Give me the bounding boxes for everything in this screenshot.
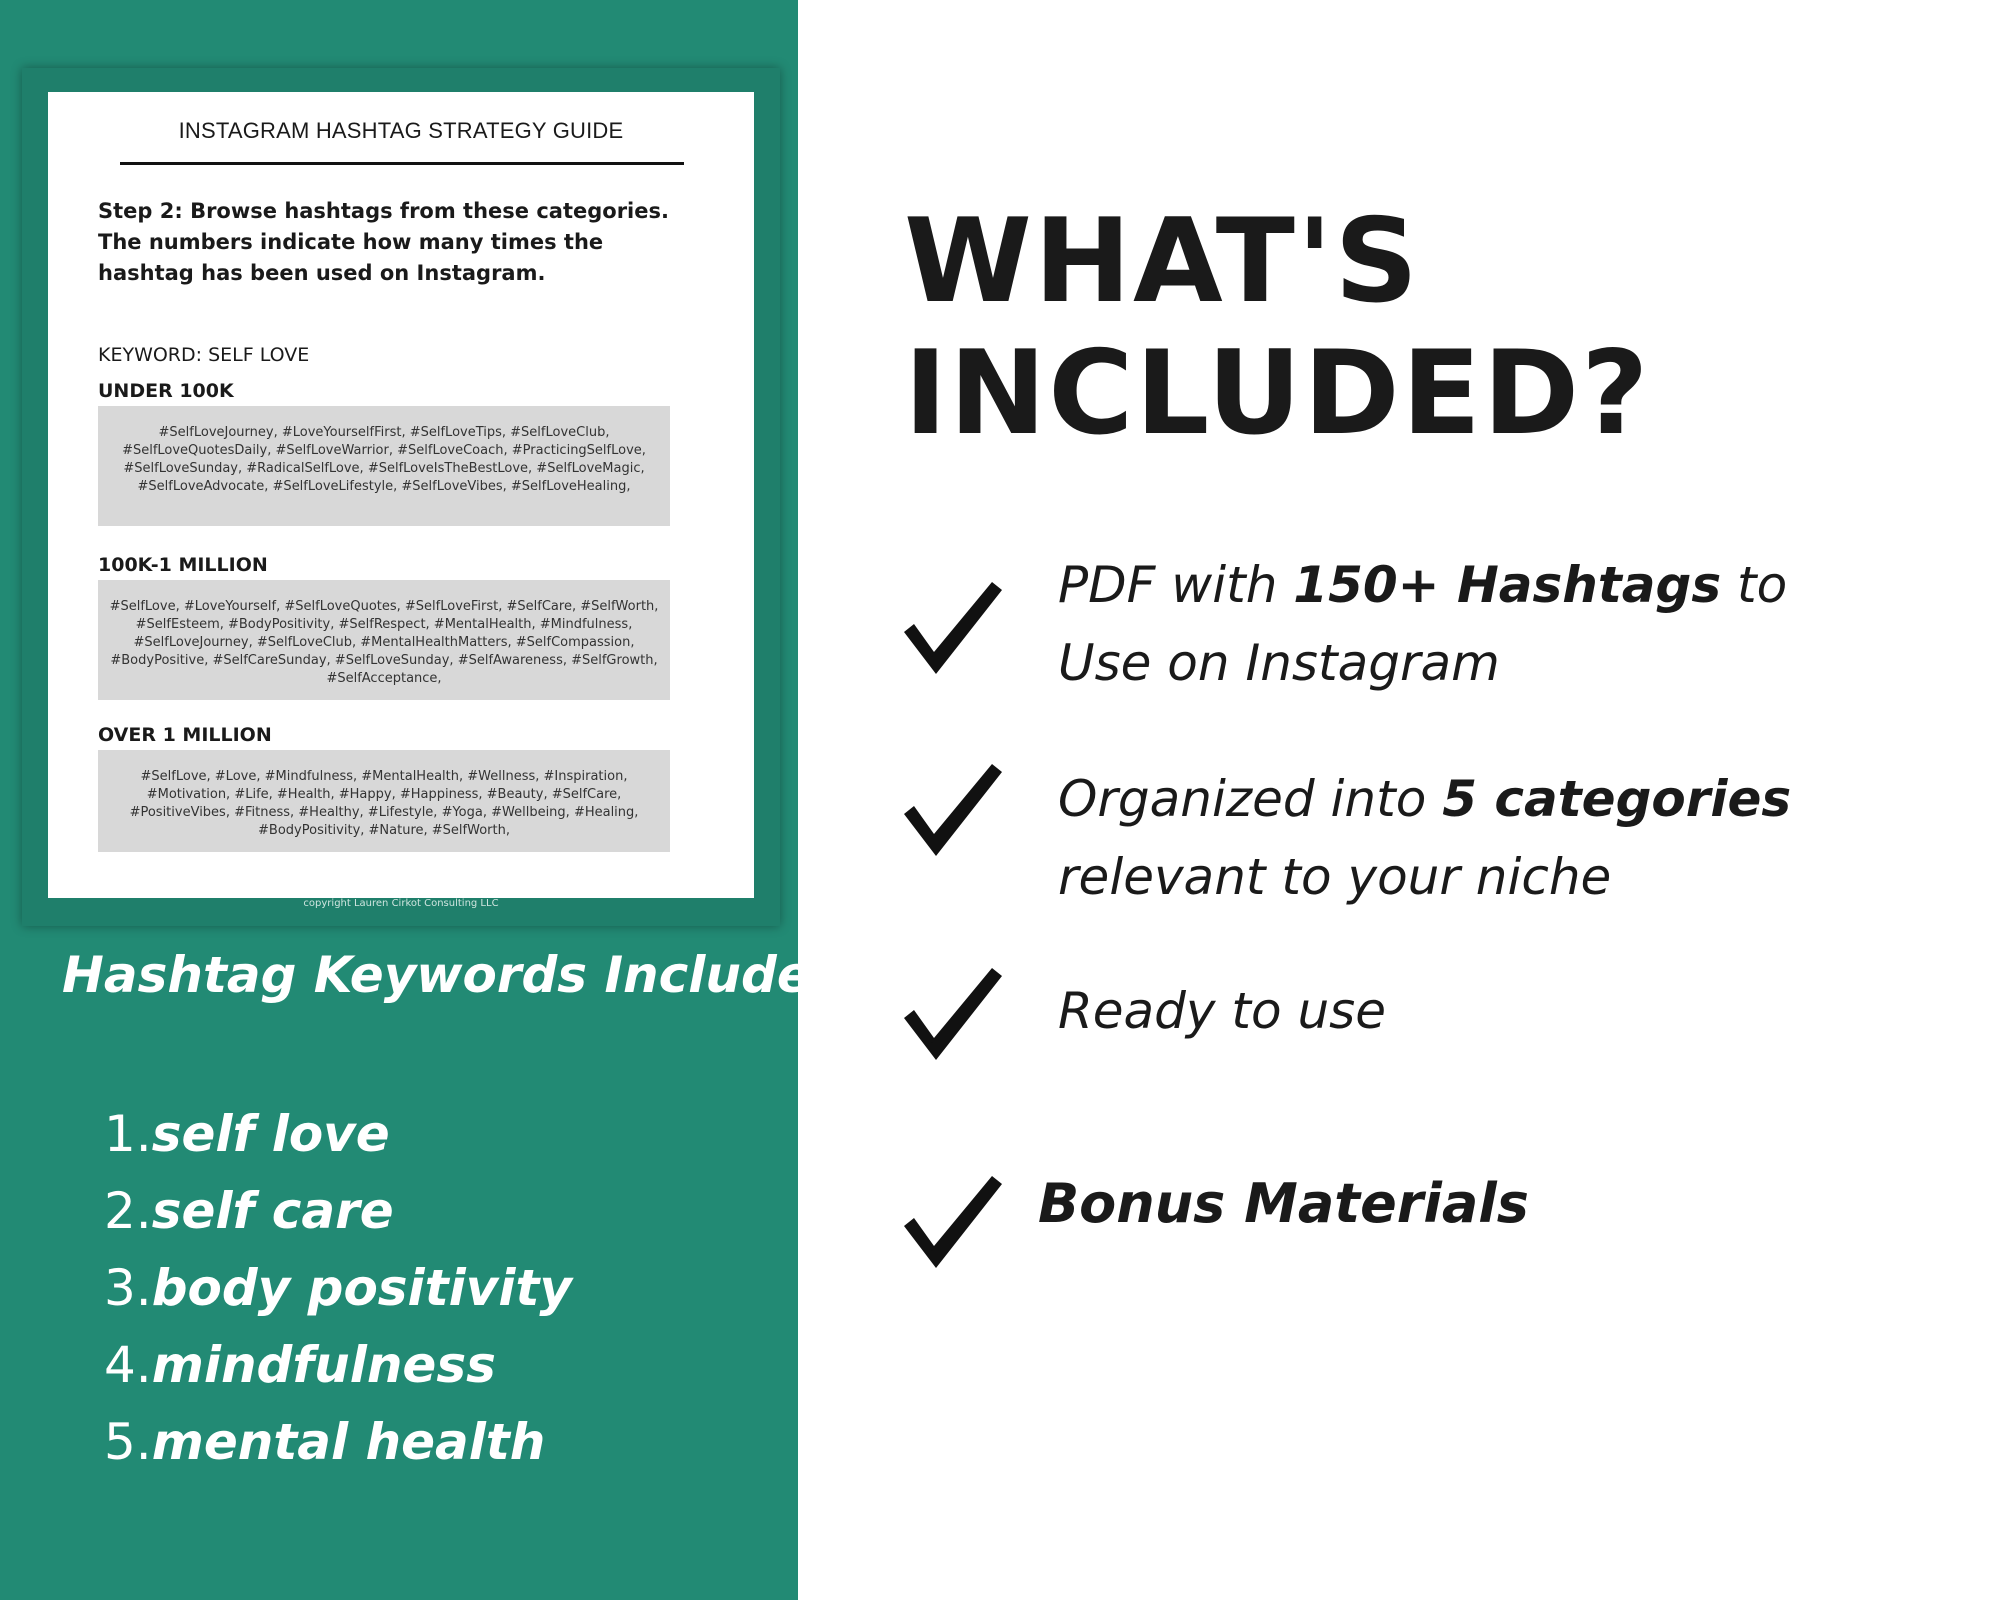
keyword-item [104,1250,572,1327]
main-title-line1: WHAT'S [904,194,1420,329]
hashtag-box: #SelfLove, #LoveYourself, #SelfLoveQuotes, #SelfLoveFirst, #SelfCare, #SelfWorth, #SelfEsteem, #BodyPositivity, #SelfRespect, #MentalHealth, #Mindfulness, #SelfLoveJourney, #SelfLoveClub, #MentalHealthMatters, #SelfCompassion, #BodyPositive, #SelfCareSunday, #SelfLoveSunday, #SelfAwareness, #SelfGrowth, #SelfAcceptance, [98,580,670,700]
bonus-text: Bonus Materials [1038,1172,1529,1235]
keywords-list [104,1096,572,1481]
keyword-number: 1. [104,1105,152,1163]
keyword-text: mindfulness [151,1336,496,1394]
keyword-item [104,1173,572,1250]
checkmark-icon [900,966,1004,1062]
keyword-item [104,1096,572,1173]
feature-text-regular: Ready to use [1058,982,1386,1040]
document-title: INSTAGRAM HASHTAG STRATEGY GUIDE [178,118,624,143]
keyword-number: 4. [104,1336,152,1394]
checkmark-icon [900,762,1004,858]
keyword-text: body positivity [151,1259,572,1317]
keyword-text: self care [151,1182,394,1240]
feature-text [1058,760,1878,916]
document-copyright: copyright Lauren Cirkot Consulting LLC [303,898,499,909]
feature-text-regular: relevant to your niche [1058,848,1612,906]
feature-text-regular: PDF with [1058,556,1294,614]
feature-text-regular: Organized into [1058,770,1443,828]
keyword-text: mental health [151,1413,546,1471]
keyword-number: 2. [104,1182,152,1240]
document-page [48,92,754,898]
feature-text [1058,972,1878,1050]
document-preview [22,68,780,926]
main-title-line2: INCLUDED? [904,326,1651,461]
hashtag-box: #SelfLove, #Love, #Mindfulness, #MentalHealth, #Wellness, #Inspiration, #Motivation, #Life, #Health, #Happy, #Happiness, #Beauty, #SelfCare, #PositiveVibes, #Fitness, #Healthy, #Lifestyle, #Yoga, #Wellbeing, #Healing, #BodyPositivity, #Nature, #SelfWorth, [98,750,670,852]
tier-label: 100K-1 MILLION [98,554,268,576]
feature-text-bold: 150+ Hashtags [1293,556,1722,614]
checkmark-icon [900,580,1004,676]
tier-label: UNDER 100K [98,380,234,402]
feature-text-regular: to Use on Instagram [1058,556,1788,692]
step-instructions: Step 2: Browse hashtags from these categories. The numbers indicate how many times the hashtag has been used on Instagram. [98,199,669,285]
keyword-label: KEYWORD: SELF LOVE [98,344,310,366]
title-divider [120,162,684,165]
keyword-text: self love [151,1105,390,1163]
hashtag-box: #SelfLoveJourney, #LoveYourselfFirst, #SelfLoveTips, #SelfLoveClub, #SelfLoveQuotesDaily, #SelfLoveWarrior, #SelfLoveCoach, #PracticingSelfLove, #SelfLoveSunday, #RadicalSelfLove, #SelfLoveIsTheBestLove, #SelfLoveMagic, #SelfLoveAdvocate, #SelfLoveLifestyle, #SelfLoveVibes, #SelfLoveHealing, [98,406,670,526]
feature-text [1058,546,1878,702]
left-panel [0,0,831,1600]
checkmark-icon [900,1174,1004,1270]
keyword-number: 5. [104,1413,152,1471]
feature-text-bold: 5 categories [1442,770,1792,828]
keyword-number: 3. [104,1259,152,1317]
main-title [904,196,1650,460]
tier-label: OVER 1 MILLION [98,724,272,746]
keywords-heading: Hashtag Keywords Include: [62,946,831,1004]
keyword-item [104,1327,572,1404]
keyword-item [104,1404,572,1481]
